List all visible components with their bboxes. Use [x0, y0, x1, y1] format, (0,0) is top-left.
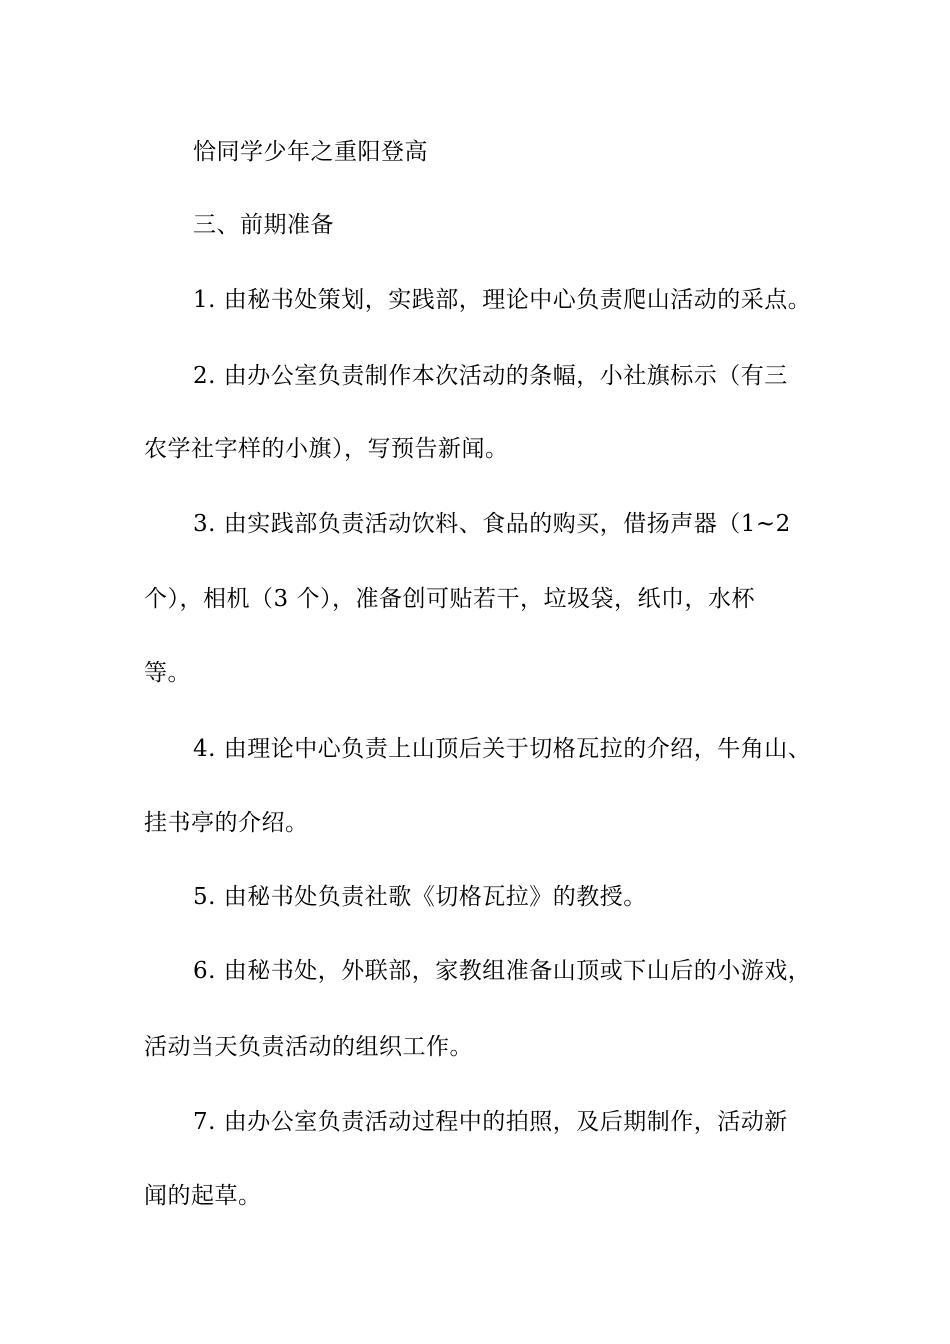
list-item-1: 1. 由秘书处策划，实践部，理论中心负责爬山活动的采点。	[193, 287, 812, 313]
list-item-2-continued: 农学社字样的小旗），写预告新闻。	[144, 436, 509, 462]
list-item-4: 4. 由理论中心负责上山顶后关于切格瓦拉的介绍，牛角山、	[193, 736, 812, 762]
list-item-7-continued: 闻的起草。	[144, 1183, 262, 1209]
paragraph-title: 恰同学少年之重阳登高	[193, 139, 428, 165]
list-item-3-continued-2: 等。	[144, 660, 191, 686]
list-item-6: 6. 由秘书处，外联部，家教组准备山顶或下山后的小游戏，	[193, 958, 812, 984]
list-item-5: 5. 由秘书处负责社歌《切格瓦拉》的教授。	[193, 884, 647, 910]
list-item-2: 2. 由办公室负责制作本次活动的条幅，小社旗标示（有三	[193, 363, 788, 389]
list-item-3-continued: 个），相机（3 个），准备创可贴若干，垃圾袋，纸巾，水杯	[144, 586, 755, 612]
list-item-6-continued: 活动当天负责活动的组织工作。	[144, 1034, 473, 1060]
list-item-7: 7. 由办公室负责活动过程中的拍照，及后期制作，活动新	[193, 1109, 788, 1135]
list-item-3: 3. 由实践部负责活动饮料、食品的购买，借扬声器（1~2	[193, 511, 791, 537]
list-item-4-continued: 挂书亭的介绍。	[144, 810, 309, 836]
section-heading: 三、前期准备	[193, 212, 334, 238]
